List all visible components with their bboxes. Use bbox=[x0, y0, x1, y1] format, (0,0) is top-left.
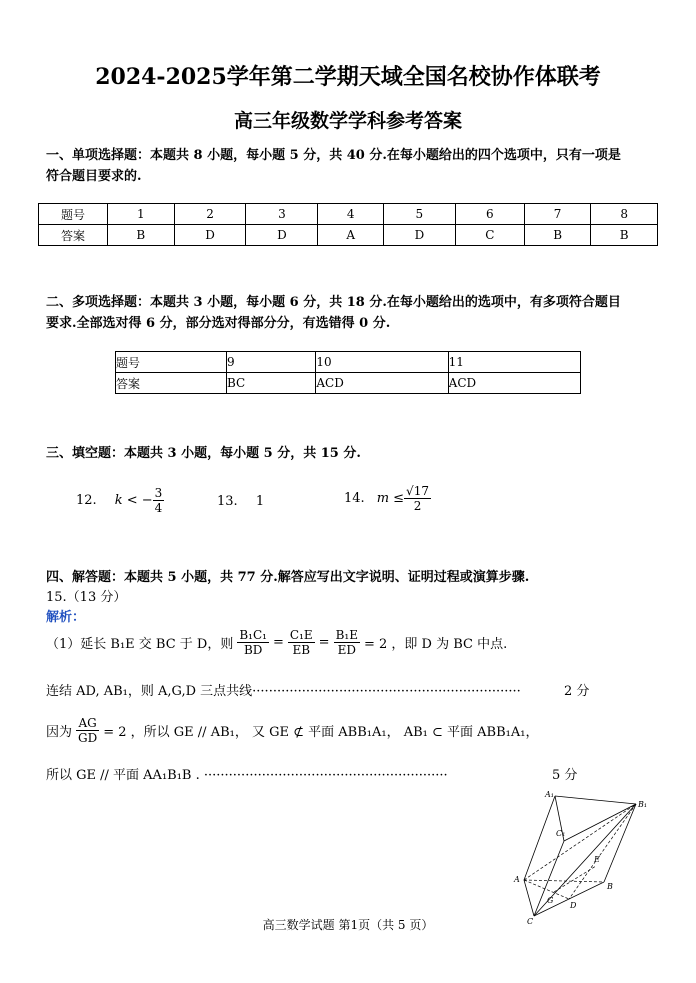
q12-label: 12. bbox=[76, 493, 97, 508]
table-cell: D bbox=[174, 225, 246, 246]
table-cell: 5 bbox=[383, 204, 455, 225]
q13-label: 13. bbox=[217, 494, 238, 509]
label-c1: C₁ bbox=[556, 829, 566, 838]
page-footer: 高三数学试题 第1页（共 5 页） bbox=[262, 918, 434, 932]
prism-hidden-edges bbox=[524, 804, 636, 899]
prism-diagram bbox=[508, 788, 658, 926]
table-row-header: 题号 bbox=[116, 352, 227, 373]
table-row-numbers bbox=[116, 352, 581, 373]
multiple-choice-answer-table bbox=[115, 351, 581, 394]
table-row-numbers bbox=[39, 204, 658, 225]
fraction-ag-gd: $\frac{AG}{GD}$ bbox=[78, 716, 98, 745]
q12-fraction: $\frac{3}{4}$ bbox=[154, 486, 163, 515]
solution-step1: （1）延长 B₁E 交 BC 于 D，则 $\frac{\text{B₁C₁}}{BD}$ = $\frac{\text{C₁E}}{EB}$ = $\frac{\text{B₁E}}{ED}$ = 2 ，即 D 为 BC 中点. bbox=[46, 628, 508, 657]
q12-expression: k < − bbox=[114, 493, 153, 508]
table-row-header: 题号 bbox=[39, 204, 108, 225]
fraction-b1c1-bd: $\frac{\text{B₁C₁}}{BD}$ bbox=[239, 628, 267, 657]
table-cell: ACD bbox=[448, 373, 580, 394]
table-cell: A bbox=[318, 225, 383, 246]
table-cell: D bbox=[246, 225, 318, 246]
document-subtitle: 高三年级数学学科参考答案 bbox=[233, 110, 462, 132]
solution-step4-score: 5 分 bbox=[552, 768, 578, 783]
section2-instructions-line1: 二、多项选择题：本题共 3 小题，每小题 6 分，共 18 分.在每小题给出的选项中，有多项符合题目 bbox=[46, 295, 621, 310]
table-cell: C bbox=[455, 225, 524, 246]
table-cell: 8 bbox=[591, 204, 658, 225]
section4-instructions: 四、解答题：本题共 5 小题，共 77 分.解答应写出文字说明、证明过程或演算步骤. bbox=[46, 570, 530, 585]
document-title: 2024-2025学年第二学期天域全国名校协作体联考 bbox=[95, 64, 601, 90]
answer-q14 bbox=[344, 484, 431, 513]
table-cell: B bbox=[591, 225, 658, 246]
solution-step2-score: 2 分 bbox=[560, 680, 589, 699]
section3-instructions: 三、填空题：本题共 3 小题，每小题 5 分，共 15 分. bbox=[46, 446, 361, 461]
table-cell: 3 bbox=[246, 204, 318, 225]
solution-step2: 连结 AD, AB₁，则 A,G,D 三点共线································································· bbox=[46, 684, 521, 699]
label-e: E bbox=[594, 855, 600, 864]
table-cell: 4 bbox=[318, 204, 383, 225]
label-b: B bbox=[607, 882, 613, 891]
label-d: D bbox=[570, 901, 577, 910]
q15-header: 15.（13 分） bbox=[46, 590, 127, 605]
section1-instructions-line2: 符合题目要求的. bbox=[46, 169, 142, 184]
fraction-b1e-ed: $\frac{\text{B₁E}}{ED}$ bbox=[335, 628, 358, 657]
table-cell: 2 bbox=[174, 204, 246, 225]
label-a1: A₁ bbox=[545, 790, 554, 799]
table-cell: 1 bbox=[108, 204, 175, 225]
table-cell: 6 bbox=[455, 204, 524, 225]
solution-step3: 因为 $\frac{AG}{GD}$ = 2 ，所以 GE // AB₁， 又 GE ⊄ 平面 ABB₁A₁， AB₁ ⊂ 平面 ABB₁A₁， bbox=[46, 716, 539, 745]
answer-q12 bbox=[76, 486, 164, 515]
table-cell: D bbox=[383, 225, 455, 246]
label-c: C bbox=[527, 917, 534, 926]
q14-fraction: $\frac{√17}{2}$ bbox=[406, 484, 429, 513]
table-row-answers bbox=[39, 225, 658, 246]
table-row-header: 答案 bbox=[39, 225, 108, 246]
label-b1: B₁ bbox=[638, 800, 648, 809]
label-g: G bbox=[547, 896, 554, 905]
section2-instructions-line2: 要求.全部选对得 6 分，部分选对得部分分，有选错得 0 分. bbox=[46, 316, 391, 331]
table-cell: 10 bbox=[316, 352, 448, 373]
table-row-answers bbox=[116, 373, 581, 394]
q14-expression: m ≤ bbox=[376, 491, 405, 506]
fraction-c1e-eb: $\frac{\text{C₁E}}{EB}$ bbox=[289, 628, 313, 657]
q14-label: 14. bbox=[344, 491, 365, 506]
table-cell: B bbox=[524, 225, 591, 246]
table-cell: B bbox=[108, 225, 175, 246]
answer-q13 bbox=[217, 494, 264, 509]
table-cell: 9 bbox=[227, 352, 316, 373]
label-a: A bbox=[514, 875, 520, 884]
solution-step4: 所以 GE // 平面 AA₁B₁B . ··························································· bbox=[46, 768, 448, 783]
figure-labels bbox=[513, 790, 647, 926]
single-choice-answer-table bbox=[38, 203, 658, 246]
section1-instructions-line1: 一、单项选择题：本题共 8 小题，每小题 5 分，共 40 分.在每小题给出的四个选项中，只有一项是 bbox=[46, 148, 621, 163]
q13-value: 1 bbox=[255, 494, 265, 509]
table-cell: BC bbox=[227, 373, 316, 394]
analysis-label: 解析： bbox=[46, 610, 86, 625]
table-cell: 11 bbox=[448, 352, 580, 373]
table-cell: 7 bbox=[524, 204, 591, 225]
table-row-header: 答案 bbox=[116, 373, 227, 394]
prism-edges bbox=[524, 796, 636, 916]
table-cell: ACD bbox=[316, 373, 448, 394]
